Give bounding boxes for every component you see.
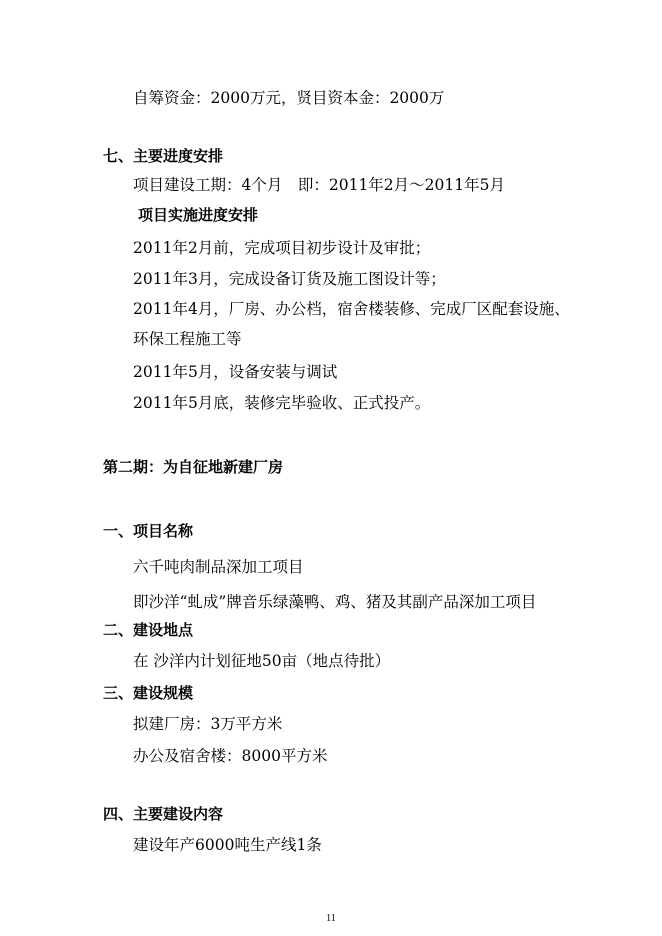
schedule-item-apr: 2011年4月，厂房、办公档，宿舍楼装修、完成厂区配套设施、 — [133, 300, 570, 318]
section-heading-project-name: 一、项目名称 — [103, 522, 194, 540]
subheading-implementation: 项目实施进度安排 — [138, 206, 259, 224]
funding-line: 自筹资金：2000万元，贤目资本金：2000万 — [133, 89, 445, 107]
project-name-line: 六千吨肉制品深加工项目 — [133, 558, 304, 576]
schedule-item-may: 2011年5月，设备安装与调试 — [133, 363, 338, 381]
factory-area-line: 拟建厂房：3万平方米 — [133, 715, 283, 733]
section-heading-location: 二、建设地点 — [103, 621, 194, 639]
section-heading-schedule: 七、主要进度安排 — [103, 147, 224, 165]
location-line: 在 沙洋内计划征地50亩（地点待批） — [133, 652, 391, 670]
production-line-line: 建设年产6000吨生产线1条 — [133, 836, 322, 854]
project-detail-line: 即沙洋“虬成”牌音乐绿藻鸭、鸡、猪及其副产品深加工项目 — [133, 593, 537, 611]
construction-period-line: 项目建设工期：4个月 即：2011年2月～2011年5月 — [133, 176, 505, 194]
schedule-item-mar: 2011年3月，完成设备订货及施工图设计等； — [133, 270, 446, 288]
office-area-line: 办公及宿舍楼：8000平方米 — [133, 747, 328, 765]
section-heading-content: 四、主要建设内容 — [103, 805, 224, 823]
section-heading-scale: 三、建设规模 — [103, 684, 194, 702]
schedule-item-apr-cont: 环保工程施工等 — [133, 330, 242, 348]
schedule-item-may-end: 2011年5月底，装修完毕验收、正式投产。 — [133, 394, 431, 412]
page-number: 11 — [326, 913, 336, 924]
schedule-item-feb: 2011年2月前，完成项目初步设计及审批； — [133, 239, 431, 257]
phase-two-heading: 第二期：为自征地新建厂房 — [103, 458, 284, 476]
